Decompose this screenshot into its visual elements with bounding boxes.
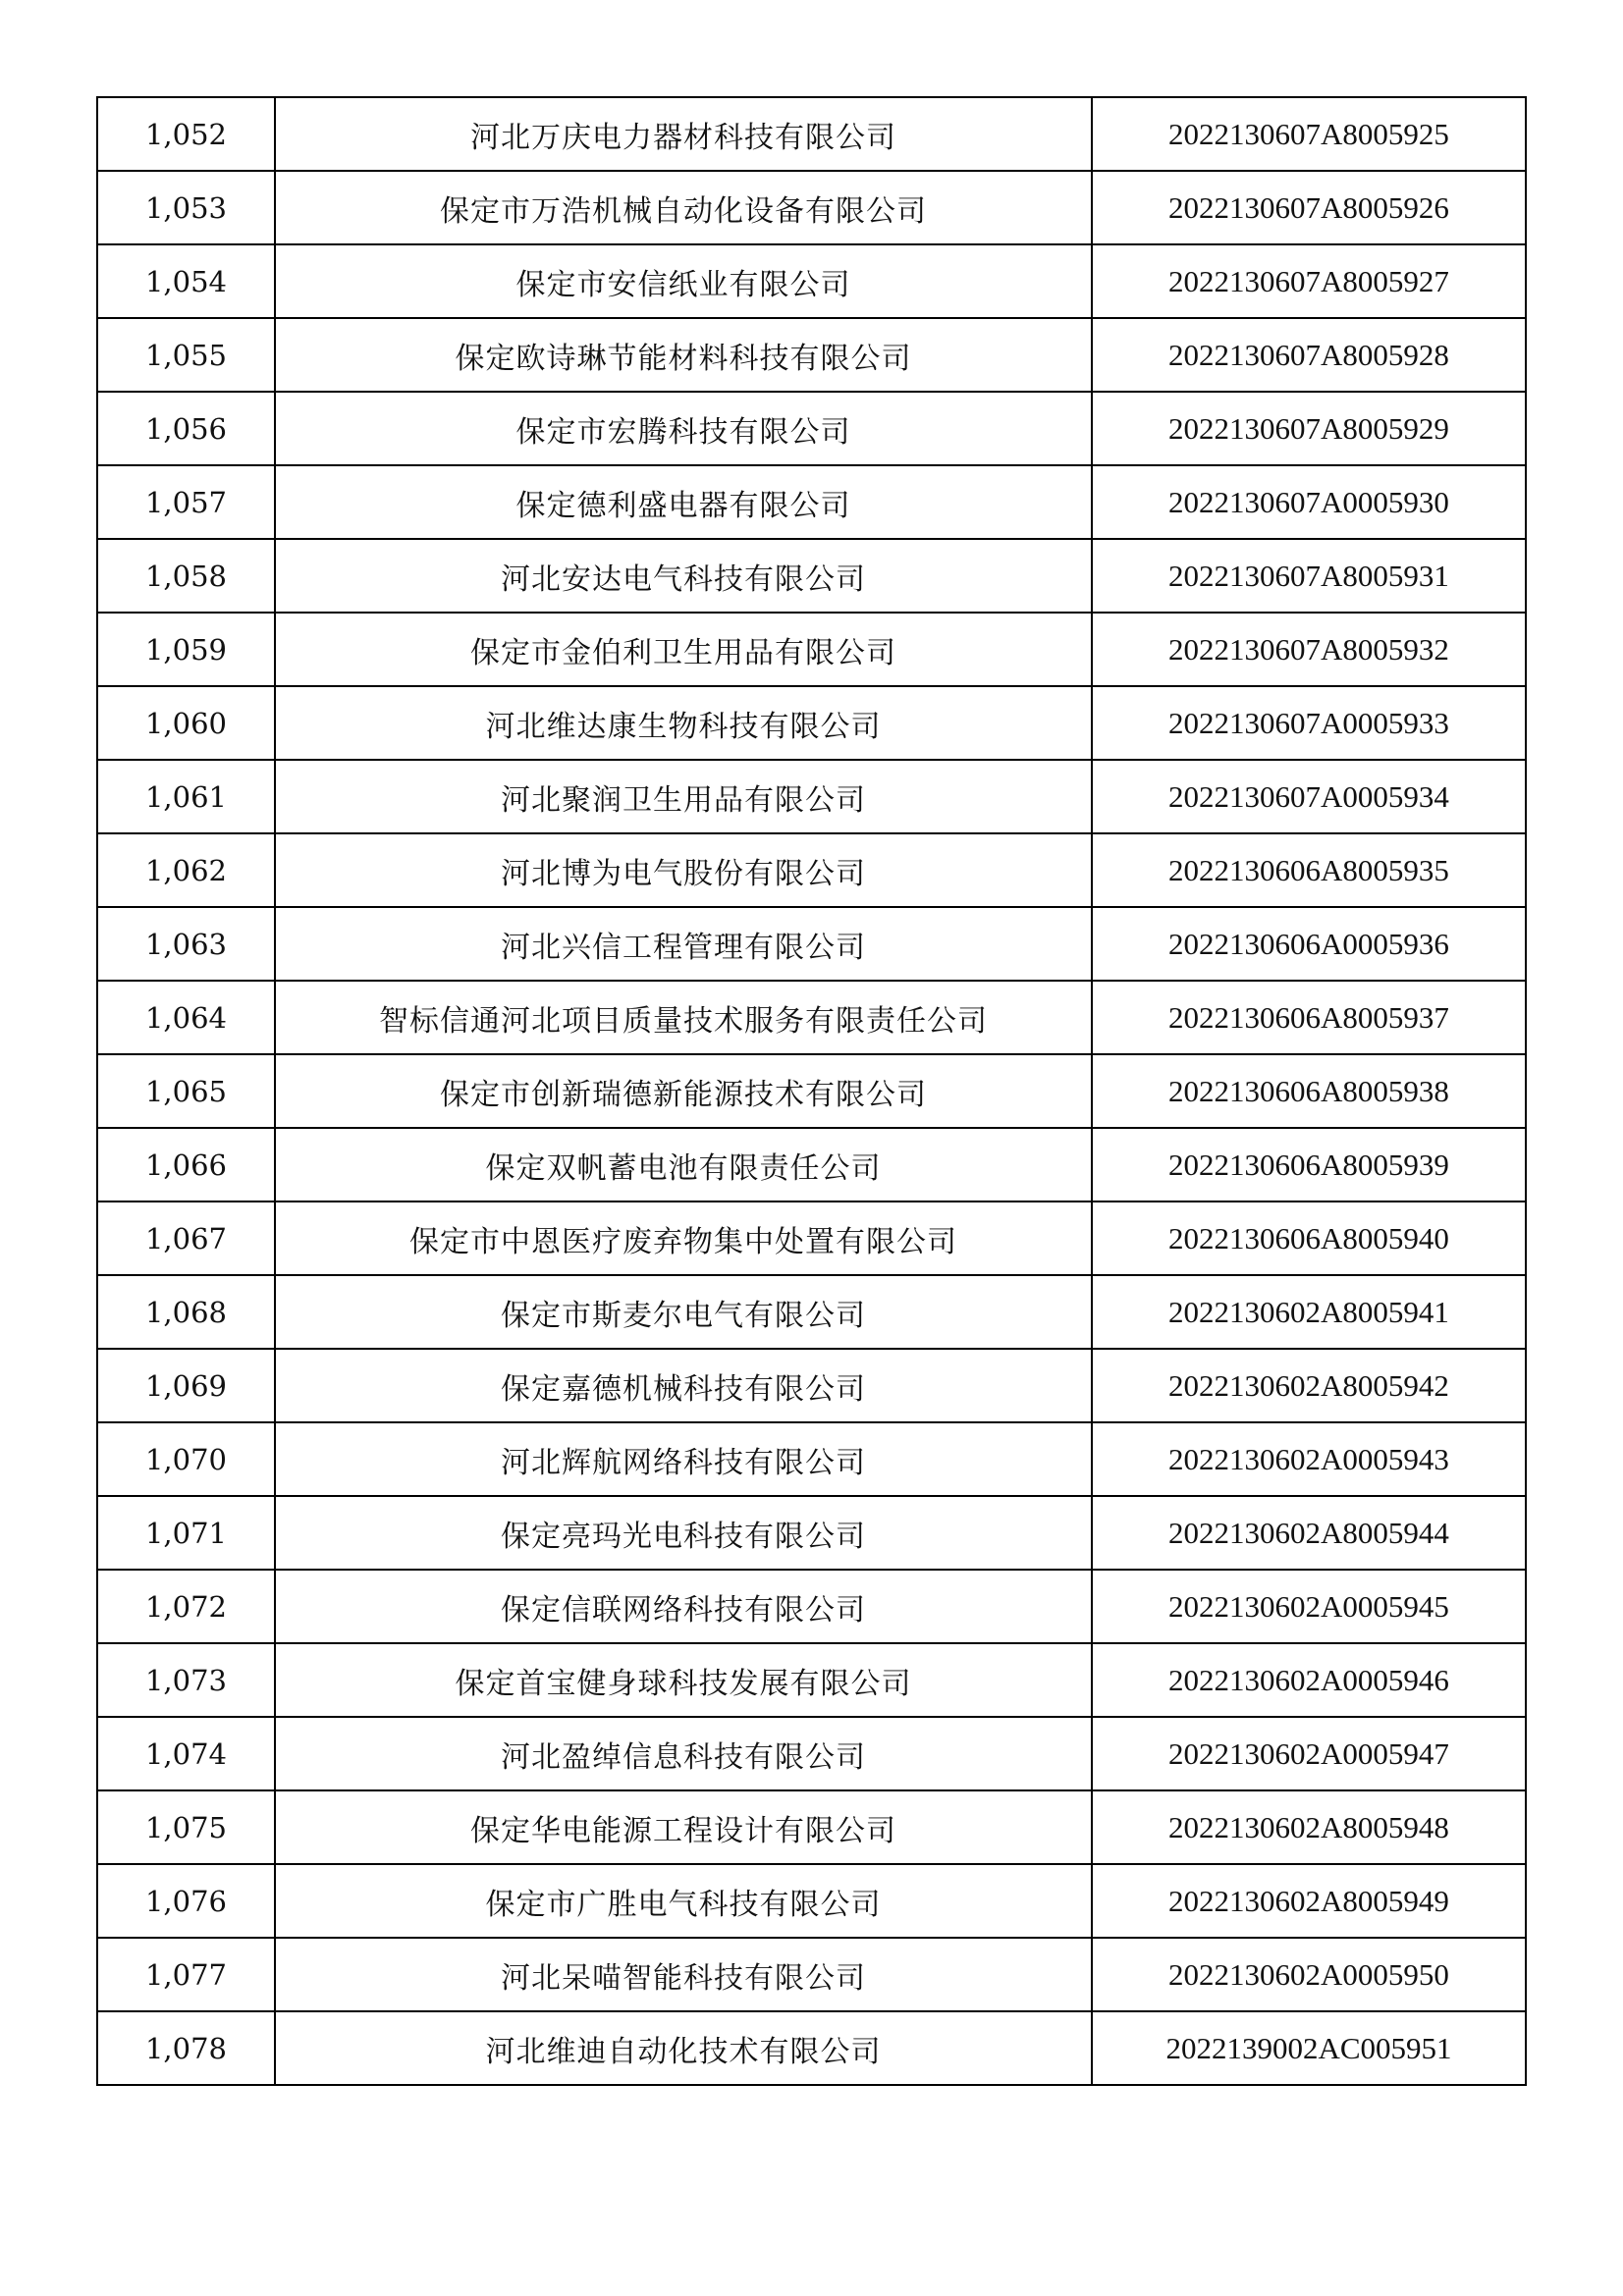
table-row — [97, 1864, 1526, 1938]
registration-code-cell: 2022130602A0005946 — [1092, 1643, 1526, 1717]
company-name-cell: 保定市安信纸业有限公司 — [275, 244, 1092, 318]
registration-code-cell: 2022130602A0005945 — [1092, 1570, 1526, 1643]
table-row — [97, 1275, 1526, 1349]
row-number-cell: 1,054 — [97, 244, 275, 318]
row-number-cell: 1,053 — [97, 171, 275, 244]
registration-code-cell: 2022130607A0005930 — [1092, 465, 1526, 539]
table-row — [97, 2011, 1526, 2085]
table-row — [97, 1790, 1526, 1864]
company-name-cell: 河北万庆电力器材科技有限公司 — [275, 97, 1092, 171]
row-number-cell: 1,072 — [97, 1570, 275, 1643]
row-number-cell: 1,065 — [97, 1054, 275, 1128]
row-number-cell: 1,061 — [97, 760, 275, 833]
row-number-cell: 1,067 — [97, 1201, 275, 1275]
row-number-cell: 1,077 — [97, 1938, 275, 2011]
row-number-cell: 1,052 — [97, 97, 275, 171]
row-number-cell: 1,059 — [97, 613, 275, 686]
table-row — [97, 318, 1526, 392]
company-registry-table — [96, 96, 1527, 2086]
table-row — [97, 465, 1526, 539]
row-number-cell: 1,055 — [97, 318, 275, 392]
row-number-cell: 1,074 — [97, 1717, 275, 1790]
table-row — [97, 1349, 1526, 1422]
table-row — [97, 613, 1526, 686]
company-name-cell: 河北维达康生物科技有限公司 — [275, 686, 1092, 760]
registration-code-cell: 2022130607A8005928 — [1092, 318, 1526, 392]
table-row — [97, 981, 1526, 1054]
registration-code-cell: 2022130606A8005939 — [1092, 1128, 1526, 1201]
table-row — [97, 1201, 1526, 1275]
registration-code-cell: 2022130607A8005931 — [1092, 539, 1526, 613]
row-number-cell: 1,076 — [97, 1864, 275, 1938]
row-number-cell: 1,057 — [97, 465, 275, 539]
company-name-cell: 保定市金伯利卫生用品有限公司 — [275, 613, 1092, 686]
company-name-cell: 保定信联网络科技有限公司 — [275, 1570, 1092, 1643]
table-body — [97, 97, 1526, 2085]
company-name-cell: 河北辉航网络科技有限公司 — [275, 1422, 1092, 1496]
registration-code-cell: 2022130606A8005937 — [1092, 981, 1526, 1054]
registration-code-cell: 2022130602A0005950 — [1092, 1938, 1526, 2011]
table-row — [97, 1128, 1526, 1201]
table-row — [97, 1643, 1526, 1717]
table-row — [97, 1938, 1526, 2011]
company-name-cell: 保定双帆蓄电池有限责任公司 — [275, 1128, 1092, 1201]
row-number-cell: 1,058 — [97, 539, 275, 613]
table-row — [97, 1570, 1526, 1643]
table-row — [97, 1496, 1526, 1570]
registration-code-cell: 2022130607A0005933 — [1092, 686, 1526, 760]
row-number-cell: 1,056 — [97, 392, 275, 465]
company-name-cell: 保定德利盛电器有限公司 — [275, 465, 1092, 539]
company-name-cell: 保定市创新瑞德新能源技术有限公司 — [275, 1054, 1092, 1128]
company-name-cell: 保定市斯麦尔电气有限公司 — [275, 1275, 1092, 1349]
company-name-cell: 智标信通河北项目质量技术服务有限责任公司 — [275, 981, 1092, 1054]
registration-code-cell: 2022130606A8005935 — [1092, 833, 1526, 907]
table-row — [97, 1717, 1526, 1790]
table-row — [97, 907, 1526, 981]
registration-code-cell: 2022130607A0005934 — [1092, 760, 1526, 833]
registration-code-cell: 2022130607A8005925 — [1092, 97, 1526, 171]
company-name-cell: 保定华电能源工程设计有限公司 — [275, 1790, 1092, 1864]
company-name-cell: 保定首宝健身球科技发展有限公司 — [275, 1643, 1092, 1717]
row-number-cell: 1,071 — [97, 1496, 275, 1570]
company-name-cell: 保定亮玛光电科技有限公司 — [275, 1496, 1092, 1570]
company-name-cell: 河北兴信工程管理有限公司 — [275, 907, 1092, 981]
row-number-cell: 1,069 — [97, 1349, 275, 1422]
company-name-cell: 河北博为电气股份有限公司 — [275, 833, 1092, 907]
table-row — [97, 686, 1526, 760]
table-row — [97, 1054, 1526, 1128]
registration-code-cell: 2022130602A8005941 — [1092, 1275, 1526, 1349]
row-number-cell: 1,070 — [97, 1422, 275, 1496]
company-name-cell: 保定欧诗琳节能材料科技有限公司 — [275, 318, 1092, 392]
registration-code-cell: 2022130607A8005926 — [1092, 171, 1526, 244]
row-number-cell: 1,078 — [97, 2011, 275, 2085]
company-name-cell: 河北聚润卫生用品有限公司 — [275, 760, 1092, 833]
registration-code-cell: 2022130602A8005942 — [1092, 1349, 1526, 1422]
registration-code-cell: 2022130606A0005936 — [1092, 907, 1526, 981]
table-row — [97, 539, 1526, 613]
company-name-cell: 保定市万浩机械自动化设备有限公司 — [275, 171, 1092, 244]
registration-code-cell: 2022130607A8005932 — [1092, 613, 1526, 686]
registration-code-cell: 2022139002AC005951 — [1092, 2011, 1526, 2085]
company-name-cell: 保定市广胜电气科技有限公司 — [275, 1864, 1092, 1938]
row-number-cell: 1,066 — [97, 1128, 275, 1201]
registration-code-cell: 2022130606A8005938 — [1092, 1054, 1526, 1128]
table-row — [97, 833, 1526, 907]
company-name-cell: 保定市中恩医疗废弃物集中处置有限公司 — [275, 1201, 1092, 1275]
registration-code-cell: 2022130602A8005948 — [1092, 1790, 1526, 1864]
row-number-cell: 1,063 — [97, 907, 275, 981]
row-number-cell: 1,073 — [97, 1643, 275, 1717]
registration-code-cell: 2022130606A8005940 — [1092, 1201, 1526, 1275]
row-number-cell: 1,062 — [97, 833, 275, 907]
registration-code-cell: 2022130602A0005947 — [1092, 1717, 1526, 1790]
company-name-cell: 河北盈绰信息科技有限公司 — [275, 1717, 1092, 1790]
row-number-cell: 1,075 — [97, 1790, 275, 1864]
registration-code-cell: 2022130602A0005943 — [1092, 1422, 1526, 1496]
company-name-cell: 保定嘉德机械科技有限公司 — [275, 1349, 1092, 1422]
row-number-cell: 1,068 — [97, 1275, 275, 1349]
table-row — [97, 1422, 1526, 1496]
company-name-cell: 保定市宏腾科技有限公司 — [275, 392, 1092, 465]
company-name-cell: 河北维迪自动化技术有限公司 — [275, 2011, 1092, 2085]
table-row — [97, 244, 1526, 318]
registration-code-cell: 2022130607A8005927 — [1092, 244, 1526, 318]
table-row — [97, 97, 1526, 171]
registration-code-cell: 2022130602A8005944 — [1092, 1496, 1526, 1570]
table-row — [97, 392, 1526, 465]
company-name-cell: 河北安达电气科技有限公司 — [275, 539, 1092, 613]
registration-code-cell: 2022130607A8005929 — [1092, 392, 1526, 465]
company-name-cell: 河北呆喵智能科技有限公司 — [275, 1938, 1092, 2011]
registration-code-cell: 2022130602A8005949 — [1092, 1864, 1526, 1938]
table-row — [97, 171, 1526, 244]
table-row — [97, 760, 1526, 833]
row-number-cell: 1,060 — [97, 686, 275, 760]
row-number-cell: 1,064 — [97, 981, 275, 1054]
